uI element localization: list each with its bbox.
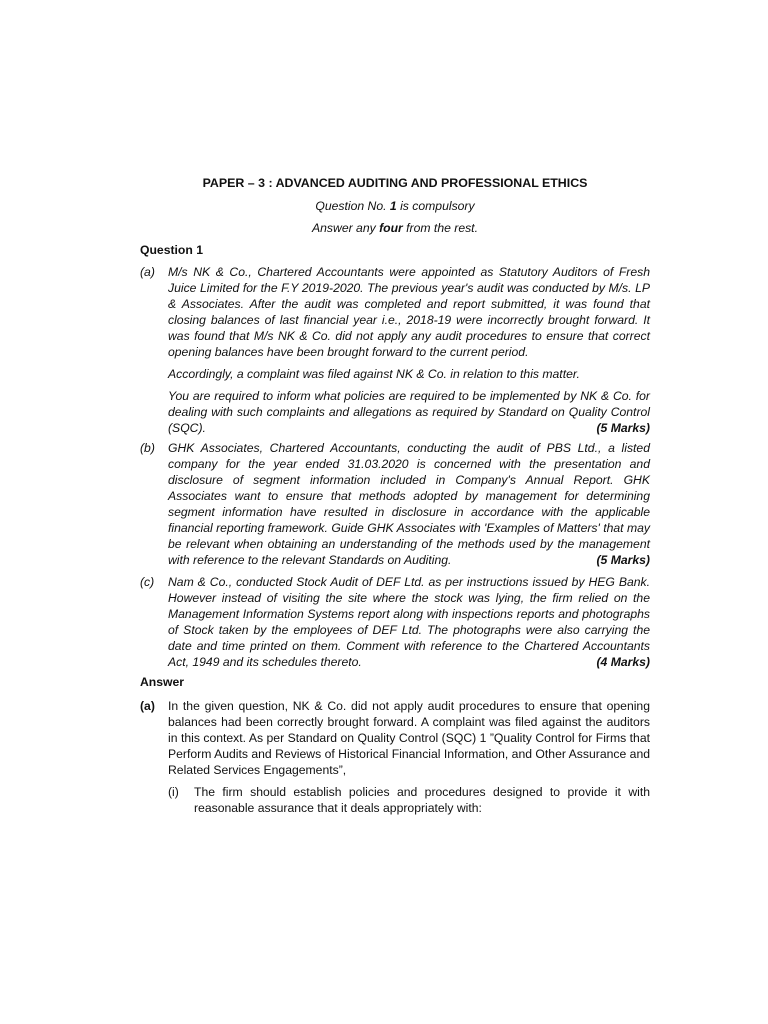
question-item-b (140, 440, 650, 568)
question-label: (a) (140, 265, 155, 279)
question-text: M/s NK & Co., Chartered Accountants were appointed as Statutory Auditors of Fresh Juice Limited for the F.Y 2019-2020. The previous year's audit was conducted by M/s. LP & Associates. After the audit was completed and report submitted, it was found that closing balances of last financial year i.e., 2018-19 were incorrectly brought forward. It was found that M/s NK & Co. did not apply any audit procedures to ensure that correct opening balances have been brought forward to the current period. (168, 265, 650, 359)
answer-heading: Answer (140, 675, 185, 689)
question-item-c (140, 574, 650, 670)
marks-label: (5 Marks) (596, 553, 650, 567)
answer-sub-text: The firm should establish policies and procedures designed to provide it with reasonable assurance that it deals appropriately with: (194, 785, 650, 815)
answer-item-a (140, 698, 650, 778)
answer-label: (a) (140, 699, 155, 713)
question-label: (c) (140, 575, 155, 589)
paper-title: PAPER – 3 : ADVANCED AUDITING AND PROFESSIONAL ETHICS (202, 176, 588, 190)
question-text: You are required to inform what policies are required to be implemented by NK & Co. for dealing with such complaints and allegations as required by Standard on Quality Control (SQC). (5 Marks) (168, 389, 650, 435)
answer-subitem-i (168, 784, 650, 816)
answer-sub-label: (i) (168, 785, 179, 799)
question-text: Accordingly, a complaint was filed against NK & Co. in relation to this matter. (168, 367, 580, 381)
question-label: (b) (140, 441, 155, 455)
marks-label: (5 Marks) (596, 421, 650, 435)
instruction-answer-four: Answer any four from the rest. (312, 221, 478, 235)
question-item-a (140, 264, 650, 436)
answer-text: In the given question, NK & Co. did not apply audit procedures to ensure that opening balances had been correctly brought forward. A complaint was filed against the auditors in this context. As per Standard on Quality Control (SQC) 1 ”Quality Control for Firms that Perform Audits and Reviews of Historical Financial Information, and Other Assurance and Related Services Engagements”, (168, 699, 650, 777)
instruction-compulsory: Question No. 1 is compulsory (315, 199, 475, 213)
marks-label: (4 Marks) (596, 655, 650, 669)
question-heading: Question 1 (140, 243, 203, 257)
question-text: Nam & Co., conducted Stock Audit of DEF Ltd. as per instructions issued by HEG Bank. However instead of visiting the site where the stock was lying, the firm relied on the Management Information Systems report along with inspections reports and photographs of Stock taken by the employees of DEF Ltd. The photographs were also carrying the date and time printed on them. Comment with reference to the Chartered Accountants Act, 1949 and its schedules thereto. (4 Marks) (168, 575, 650, 669)
question-text: GHK Associates, Chartered Accountants, conducting the audit of PBS Ltd., a listed company for the year ended 31.03.2020 is concerned with the presentation and disclosure of segment information included in Company's Annual Report. GHK Associates want to ensure that methods adopted by management for determining segment information have resulted in disclosure in accordance with the applicable financial reporting framework. Guide GHK Associates with 'Examples of Matters' that may be relevant when obtaining an understanding of the methods used by the management with reference to the relevant Standards on Auditing. (5 Marks) (168, 441, 650, 567)
